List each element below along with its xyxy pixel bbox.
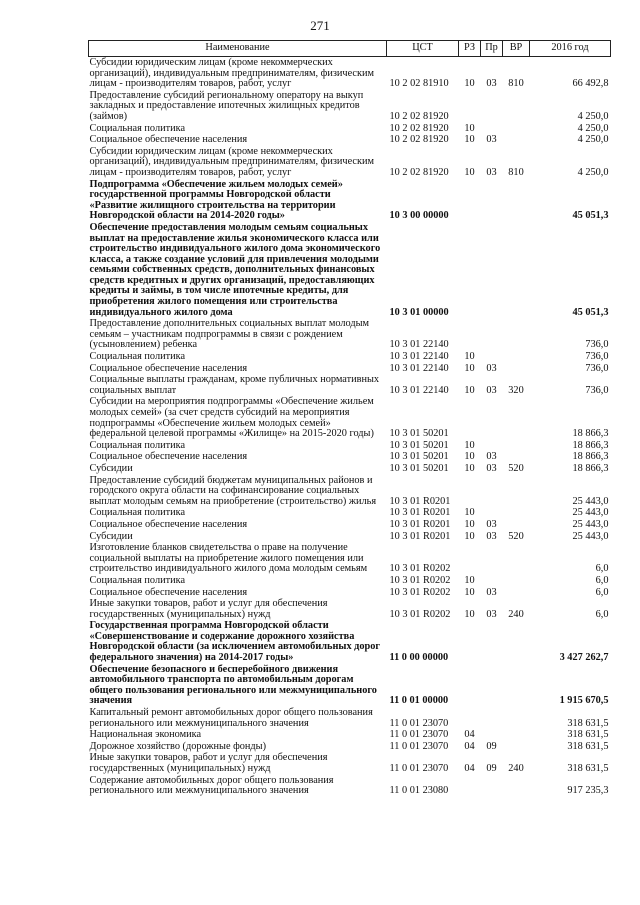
- row-vr-code: [503, 363, 530, 375]
- row-rz-code: [459, 775, 481, 797]
- row-amount: 25 443,0: [572, 530, 609, 542]
- row-amount: 318 631,5: [567, 740, 609, 752]
- row-pr-code: [481, 351, 503, 363]
- row-pr-code: 03: [486, 166, 497, 178]
- row-amount: 18 866,3: [572, 439, 609, 451]
- row-amount: 66 492,8: [572, 78, 609, 90]
- table-row: [89, 123, 611, 135]
- table-row: [89, 620, 611, 663]
- row-pr-code: [481, 775, 503, 797]
- row-cst-code: 11 0 00 00000: [389, 652, 449, 664]
- table-row: [89, 396, 611, 439]
- table-row: [89, 146, 611, 179]
- row-rz-code: 04: [464, 740, 475, 752]
- table-row: [89, 179, 611, 222]
- row-amount: 6,0: [595, 608, 609, 620]
- row-pr-code: 03: [486, 134, 497, 146]
- table-row: [89, 134, 611, 146]
- row-rz-code: [459, 318, 481, 351]
- row-cst-code: 11 0 01 23070: [389, 729, 449, 741]
- row-rz-code: 10: [464, 586, 475, 598]
- row-pr-code: [481, 575, 503, 587]
- row-pr-code: 03: [486, 586, 497, 598]
- table-row: [89, 519, 611, 531]
- row-pr-code: 03: [486, 384, 497, 396]
- row-rz-code: 10: [464, 166, 475, 178]
- row-rz-code: [459, 542, 481, 575]
- row-rz-code: 10: [464, 122, 475, 134]
- row-amount: 736,0: [585, 384, 609, 396]
- row-pr-code: [481, 440, 503, 452]
- row-pr-code: 09: [486, 763, 497, 774]
- row-amount: 45 051,3: [572, 306, 609, 318]
- row-cst-code: 10 2 02 81920: [389, 110, 449, 122]
- row-amount: 736,0: [585, 351, 609, 363]
- row-vr-code: [503, 707, 530, 729]
- row-rz-code: [459, 620, 481, 663]
- row-cst-code: 10 3 01 50201: [389, 462, 449, 474]
- row-cst-code: 10 3 01 R0201: [389, 518, 451, 530]
- row-vr-code: [503, 542, 530, 575]
- row-rz-code: 10: [464, 530, 475, 542]
- row-cst-code: 10 3 01 50201: [389, 439, 449, 451]
- row-vr-code: [503, 475, 530, 508]
- row-amount: 45 051,3: [572, 210, 609, 222]
- row-pr-code: 03: [486, 530, 497, 542]
- row-cst-code: 10 3 01 22140: [389, 384, 449, 396]
- table-row: [89, 451, 611, 463]
- row-cst-code: 10 3 01 50201: [389, 428, 449, 440]
- row-rz-code: 10: [464, 134, 475, 146]
- row-pr-code: [481, 707, 503, 729]
- row-name: Социальная политика: [89, 122, 186, 134]
- row-rz-code: 10: [464, 362, 475, 374]
- row-name: Социальная политика: [89, 439, 186, 451]
- table-row: [89, 542, 611, 575]
- column-header-cst: ЦСТ: [387, 41, 459, 57]
- row-rz-code: 10: [464, 78, 475, 90]
- row-name: Иные закупки товаров, работ и услуг для обеспечения государственных (муниципальных) нужд: [89, 598, 328, 620]
- row-name: Капитальный ремонт автомобильных дорог общего пользования регионального или межмуниципального значения: [89, 707, 373, 729]
- table-row: [89, 664, 611, 707]
- row-cst-code: 10 3 00 00000: [389, 210, 449, 222]
- column-header-pr: Пр: [481, 41, 503, 57]
- row-amount: 318 631,5: [567, 763, 609, 774]
- table-row: [89, 598, 611, 620]
- row-pr-code: [481, 222, 503, 318]
- row-cst-code: 10 3 01 22140: [389, 351, 449, 363]
- table-row: [89, 729, 611, 741]
- row-amount: 318 631,5: [567, 729, 609, 741]
- row-name: Социальная политика: [89, 351, 186, 363]
- row-rz-code: 10: [464, 518, 475, 530]
- row-cst-code: 11 0 01 23070: [389, 717, 449, 729]
- row-amount: 3 427 262,7: [559, 652, 609, 664]
- table-row: [89, 752, 611, 774]
- row-amount: 1 915 670,5: [559, 695, 609, 707]
- table-header: [89, 41, 611, 57]
- row-vr-code: [503, 507, 530, 519]
- row-cst-code: 11 0 01 23070: [389, 740, 449, 752]
- row-cst-code: 10 2 02 81920: [389, 122, 449, 134]
- row-pr-code: 03: [486, 518, 497, 530]
- table-row: [89, 775, 611, 797]
- row-vr-code: [503, 587, 530, 599]
- row-name: Социальное обеспечение населения: [89, 362, 248, 374]
- row-vr-code: [503, 440, 530, 452]
- row-vr-code: [503, 664, 530, 707]
- row-vr-code: 520: [508, 462, 524, 474]
- row-rz-code: [459, 475, 481, 508]
- row-pr-code: [481, 179, 503, 222]
- row-pr-code: [481, 90, 503, 123]
- row-rz-code: 10: [464, 507, 475, 519]
- row-name: Подпрограмма «Обеспечение жильем молодых семей» государственной программы Новгородской области «Развитие жилищного строительства на территории Новгородской области на 2014-2020 годы»: [89, 178, 343, 222]
- row-name: Изготовление бланков свидетельства о праве на получение социальной выплаты на приобретение жилого помещения или строительство индивидуального жилого дома молодым семьям: [89, 542, 368, 575]
- row-rz-code: 10: [464, 608, 475, 620]
- row-cst-code: 10 3 01 R0202: [389, 608, 451, 620]
- row-name: Социальное обеспечение населения: [89, 586, 248, 598]
- row-pr-code: [481, 664, 503, 707]
- page-number: 271: [310, 18, 330, 33]
- row-vr-code: [503, 451, 530, 463]
- row-pr-code: 03: [486, 608, 497, 620]
- table-row: [89, 318, 611, 351]
- row-name: Дорожное хозяйство (дорожные фонды): [89, 740, 267, 752]
- row-amount: 4 250,0: [577, 110, 609, 122]
- row-amount: 736,0: [585, 339, 609, 351]
- table-row: [89, 363, 611, 375]
- row-cst-code: 11 0 01 23080: [389, 785, 449, 797]
- row-pr-code: [481, 475, 503, 508]
- column-header-vr: ВР: [503, 41, 530, 57]
- row-name: Обеспечение предоставления молодым семьям социальных выплат на предоставление жилья экономического класса или строительство индивидуального жилого дома экономического класса, а также создание условий для привлечения молодыми семьями собственных средств, дополнительных финансовых средств кредитных и других организаций, предоставляющих кредиты и займы, в том числе ипотечные кредиты, для приобретения жилого помещения или строительства индивидуального жилого дома: [89, 221, 381, 318]
- table-row: [89, 90, 611, 123]
- table-row: [89, 587, 611, 599]
- row-rz-code: [459, 664, 481, 707]
- row-vr-code: 810: [508, 78, 524, 90]
- table-row: [89, 507, 611, 519]
- row-rz-code: [459, 707, 481, 729]
- row-vr-code: [503, 351, 530, 363]
- row-cst-code: 10 3 01 50201: [389, 451, 449, 463]
- row-name: Социальные выплаты гражданам, кроме публичных нормативных социальных выплат: [89, 374, 380, 396]
- row-cst-code: 10 2 02 81920: [389, 166, 449, 178]
- row-rz-code: 10: [464, 351, 475, 363]
- row-amount: 4 250,0: [577, 134, 609, 146]
- row-cst-code: 10 3 01 22140: [389, 362, 449, 374]
- row-name: Предоставление субсидий региональному оператору на выкуп закладных и предоставление ипотечных жилищных кредитов (займов): [89, 89, 364, 122]
- row-name: Социальная политика: [89, 507, 186, 519]
- row-vr-code: [503, 775, 530, 797]
- table-row: [89, 463, 611, 475]
- row-pr-code: 09: [486, 740, 497, 752]
- row-rz-code: 10: [464, 462, 475, 474]
- row-vr-code: [503, 620, 530, 663]
- row-pr-code: 03: [486, 451, 497, 463]
- row-rz-code: 10: [464, 439, 475, 451]
- row-amount: 6,0: [595, 563, 609, 575]
- row-vr-code: [503, 575, 530, 587]
- row-amount: 6,0: [595, 586, 609, 598]
- row-pr-code: 03: [486, 362, 497, 374]
- row-name: Социальная политика: [89, 574, 186, 586]
- table-row: [89, 475, 611, 508]
- row-cst-code: 10 3 01 R0201: [389, 530, 451, 542]
- table-row: [89, 222, 611, 318]
- row-rz-code: [459, 179, 481, 222]
- row-cst-code: 10 2 02 81910: [389, 78, 449, 90]
- row-pr-code: [481, 507, 503, 519]
- row-amount: 4 250,0: [577, 166, 609, 178]
- row-name: Предоставление субсидий бюджетам муниципальных районов и городского округа области на софинансирование социальных выплат молодым семьям на приобретение (строительство) жилья: [89, 474, 377, 507]
- row-vr-code: 240: [508, 608, 524, 620]
- row-name: Иные закупки товаров, работ и услуг для обеспечения государственных (муниципальных) нужд: [89, 752, 328, 774]
- row-cst-code: 10 3 01 R0202: [389, 563, 451, 575]
- row-pr-code: [481, 729, 503, 741]
- row-name: Субсидии: [89, 462, 133, 474]
- row-name: Предоставление дополнительных социальных выплат молодым семьям – участникам подпрограммы в связи с рождением (усыновлением) ребенка: [89, 318, 370, 351]
- row-amount: 25 443,0: [572, 495, 609, 507]
- budget-table: [88, 40, 611, 797]
- row-rz-code: [459, 396, 481, 439]
- row-cst-code: 10 3 01 R0201: [389, 507, 451, 519]
- row-rz-code: 10: [464, 451, 475, 463]
- row-amount: 736,0: [585, 362, 609, 374]
- row-pr-code: [481, 396, 503, 439]
- row-vr-code: [503, 123, 530, 135]
- row-amount: 318 631,5: [567, 717, 609, 729]
- row-vr-code: 810: [508, 166, 524, 178]
- row-vr-code: [503, 519, 530, 531]
- row-amount: 18 866,3: [572, 428, 609, 440]
- row-rz-code: [459, 222, 481, 318]
- row-cst-code: 10 3 01 00000: [389, 306, 449, 318]
- row-vr-code: [503, 396, 530, 439]
- row-pr-code: 03: [486, 78, 497, 90]
- table-body: [89, 57, 611, 797]
- table-row: [89, 351, 611, 363]
- table-row: [89, 741, 611, 753]
- table-row: [89, 531, 611, 543]
- row-vr-code: 320: [508, 384, 524, 396]
- row-rz-code: 10: [464, 384, 475, 396]
- row-amount: 4 250,0: [577, 122, 609, 134]
- row-pr-code: [481, 620, 503, 663]
- row-name: Субсидии юридическим лицам (кроме некоммерческих организаций), индивидуальным предпринимателям, физическим лицам - производителям товаров, работ, услуг: [89, 145, 375, 178]
- row-cst-code: 11 0 01 23070: [389, 763, 449, 774]
- row-cst-code: 10 3 01 22140: [389, 339, 449, 351]
- column-header-year: 2016 год: [530, 41, 611, 57]
- row-amount: 25 443,0: [572, 518, 609, 530]
- row-pr-code: [481, 318, 503, 351]
- row-vr-code: 520: [508, 530, 524, 542]
- row-name: Социальное обеспечение населения: [89, 134, 248, 146]
- row-cst-code: 10 3 01 R0202: [389, 574, 451, 586]
- column-header-rz: РЗ: [459, 41, 481, 57]
- row-vr-code: [503, 179, 530, 222]
- row-cst-code: 10 3 01 R0202: [389, 586, 451, 598]
- row-rz-code: 04: [464, 763, 475, 774]
- row-name: Субсидии юридическим лицам (кроме некоммерческих организаций), индивидуальным предпринимателям, физическим лицам - производителям товаров, работ, услуг: [89, 57, 375, 90]
- row-vr-code: [503, 729, 530, 741]
- table-row: [89, 707, 611, 729]
- row-pr-code: [481, 542, 503, 575]
- row-vr-code: [503, 222, 530, 318]
- row-rz-code: 04: [464, 729, 475, 741]
- table-row: [89, 374, 611, 396]
- column-header-name: Наименование: [89, 41, 387, 57]
- row-cst-code: 10 3 01 R0201: [389, 495, 451, 507]
- row-amount: 6,0: [595, 574, 609, 586]
- row-name: Содержание автомобильных дорог общего пользования регионального или межмуниципального значения: [89, 774, 334, 797]
- row-vr-code: [503, 90, 530, 123]
- row-amount: 18 866,3: [572, 451, 609, 463]
- row-amount: 25 443,0: [572, 507, 609, 519]
- row-amount: 917 235,3: [567, 785, 609, 797]
- row-name: Социальное обеспечение населения: [89, 451, 248, 463]
- table-row: [89, 440, 611, 452]
- row-name: Социальное обеспечение населения: [89, 518, 248, 530]
- row-name: Государственная программа Новгородской области «Совершенствование и содержание дорожного хозяйства Новгородской области (за исключением автомобильных дорог федерального значения) на 2014-2017 годы»: [89, 620, 381, 664]
- row-cst-code: 10 2 02 81920: [389, 134, 449, 146]
- row-name: Субсидии: [89, 530, 133, 542]
- row-vr-code: [503, 741, 530, 753]
- row-pr-code: 03: [486, 462, 497, 474]
- row-vr-code: 240: [508, 763, 524, 774]
- row-rz-code: [459, 90, 481, 123]
- table-row: [89, 575, 611, 587]
- row-pr-code: [481, 123, 503, 135]
- row-vr-code: [503, 318, 530, 351]
- row-vr-code: [503, 134, 530, 146]
- row-rz-code: 10: [464, 574, 475, 586]
- row-name: Национальная экономика: [89, 729, 202, 741]
- row-cst-code: 11 0 01 00000: [389, 695, 449, 707]
- header-row: [89, 41, 611, 57]
- row-name: Субсидии на мероприятия подпрограммы «Обеспечение жильем молодых семей» (за счет средств субсидий на мероприятия подпрограммы «Обеспечение жильем молодых семей» федеральной целевой программы «Жилище» на 2015-2020 годы): [89, 396, 374, 440]
- row-amount: 18 866,3: [572, 462, 609, 474]
- table-row: [89, 57, 611, 90]
- row-name: Обеспечение безопасного и бесперебойного движения автомобильного транспорта по автомобильным дорогам общего пользования регионального или межмуниципального значения: [89, 663, 377, 707]
